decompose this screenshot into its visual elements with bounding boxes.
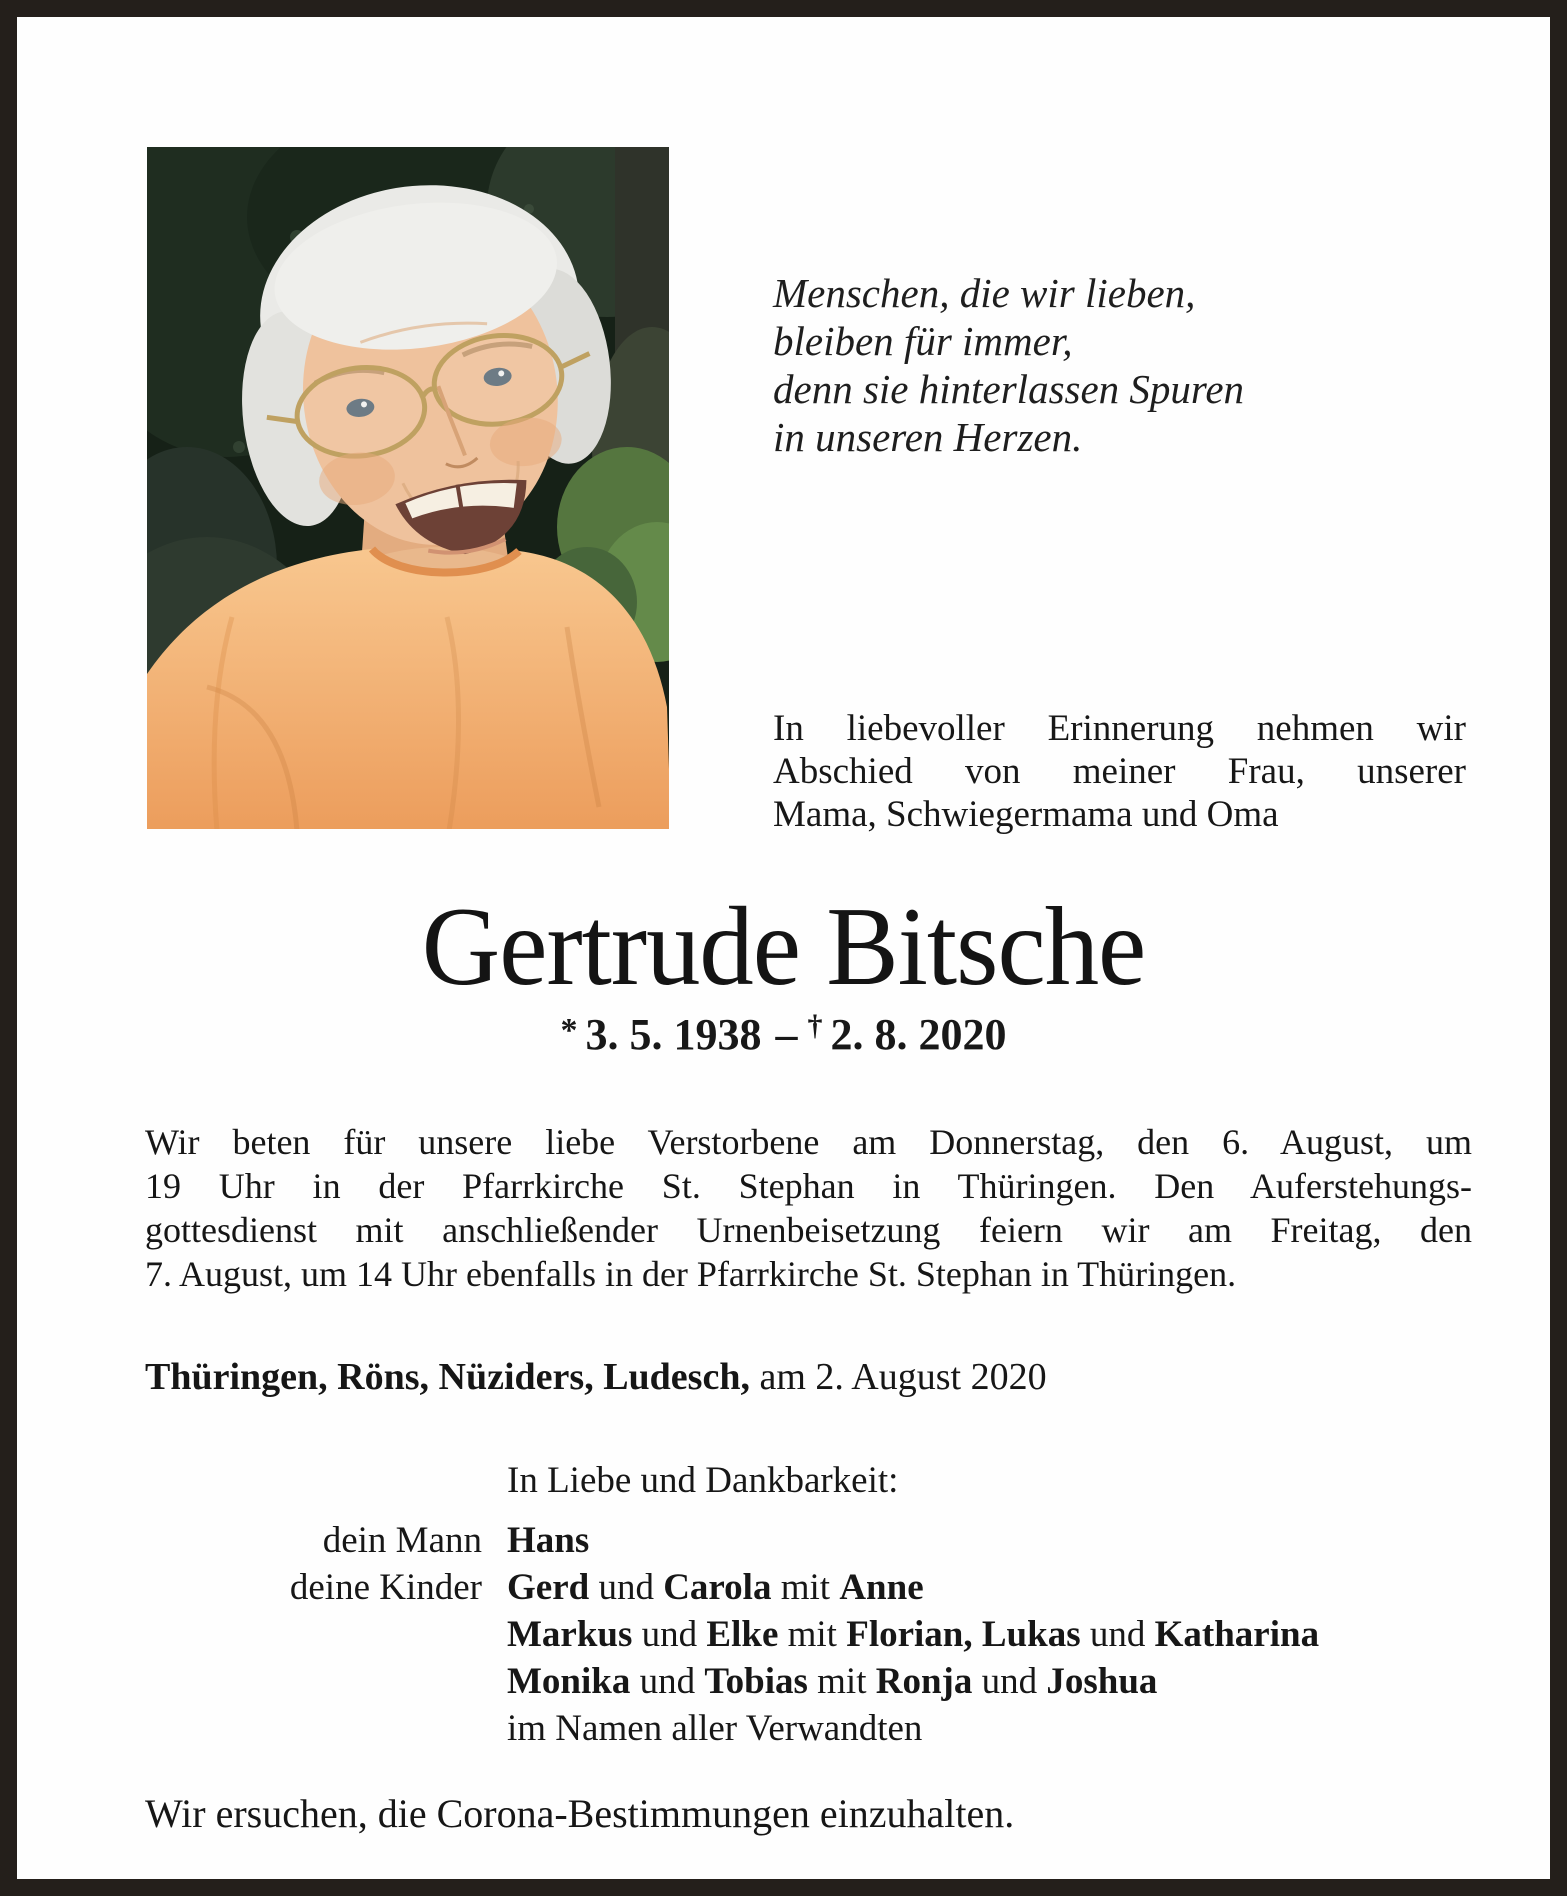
location-date-line [145, 1355, 1472, 1399]
family-names: im Namen aller Verwandten [507, 1708, 923, 1749]
notice-line: Wir beten für unsere liebe Verstorbene am Donnerstag, den 6. August, um [145, 1122, 1472, 1162]
family-row [145, 1658, 1472, 1705]
family-label [145, 1611, 482, 1658]
family-names: Monika und Tobias mit Ronja und Joshua [507, 1661, 1158, 1702]
birth-star-icon: * [560, 1012, 578, 1049]
condolence-footer: Wir ersuchen, die Corona-Bestimmungen einzuhalten. [145, 1791, 1015, 1836]
family-names: Hans [507, 1520, 590, 1561]
family-row [145, 1564, 1472, 1611]
family-row [145, 1611, 1472, 1658]
intro-line: In liebevoller Erinnerung nehmen wir [773, 708, 1466, 749]
poem-line: bleiben für immer, [773, 318, 1073, 364]
life-dates [17, 1009, 1550, 1060]
family-row [145, 1705, 1472, 1752]
family-row [145, 1517, 1472, 1564]
notice-line: gottesdienst mit anschließender Urnenbeisetzung feiern wir am Freitag, den [145, 1210, 1472, 1250]
memorial-poem [773, 269, 1413, 461]
funeral-notice [145, 1120, 1472, 1296]
family-label: deine Kinder [289, 1567, 482, 1608]
memorial-intro [773, 707, 1466, 836]
notice-line: 19 Uhr in der Pfarrkirche St. Stephan in Thüringen. Den Auferstehungs- [145, 1166, 1472, 1206]
poem-line: denn sie hinterlassen Spuren [773, 366, 1245, 412]
family-names: Markus und Elke mit Florian, Lukas und Katharina [507, 1614, 1320, 1655]
closing-heading: In Liebe und Dankbarkeit: [507, 1460, 899, 1501]
poem-line: Menschen, die wir lieben, [773, 270, 1196, 316]
family-list [145, 1517, 1472, 1752]
death-date: 2. 8. 2020 [830, 1010, 1007, 1059]
death-cross-icon: † [807, 1009, 823, 1042]
family-label [145, 1705, 482, 1752]
location-names: Thüringen, Röns, Nüziders, Ludesch, [145, 1356, 750, 1398]
intro-line: Abschied von meiner Frau, unserer [773, 751, 1466, 792]
intro-line: Mama, Schwiegermama und Oma [773, 794, 1279, 835]
portrait-photo [147, 147, 669, 829]
notice-date: am 2. August 2020 [749, 1356, 1047, 1398]
family-label [145, 1658, 482, 1705]
family-names: Gerd und Carola mit Anne [507, 1567, 924, 1608]
poem-line: in unseren Herzen. [773, 414, 1083, 460]
portrait-illustration [147, 147, 669, 829]
birth-date: 3. 5. 1938 [585, 1010, 762, 1059]
deceased-name: Gertrude Bitsche [421, 885, 1146, 1009]
date-separator: – [775, 1010, 798, 1059]
notice-line: 7. August, um 14 Uhr ebenfalls in der Pfarrkirche St. Stephan in Thüringen. [145, 1254, 1237, 1294]
family-label: dein Mann [322, 1520, 482, 1561]
